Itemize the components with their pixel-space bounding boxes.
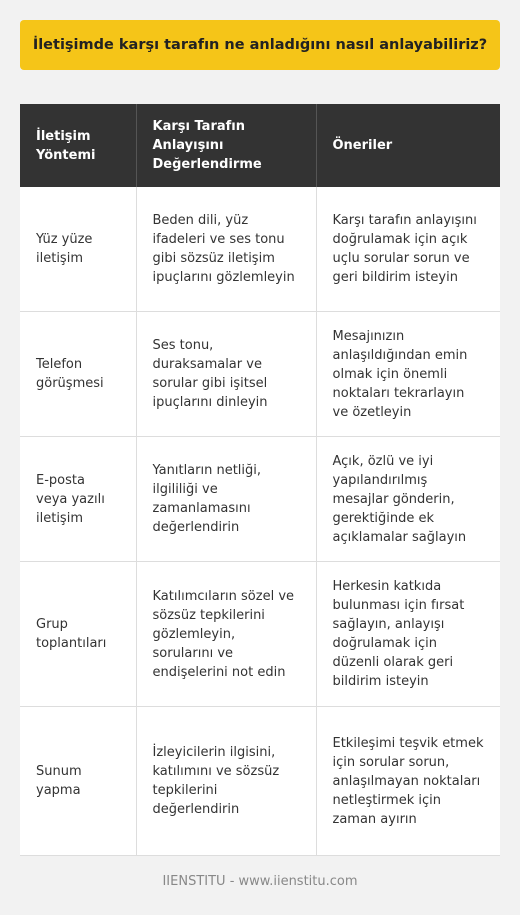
cell-method: E-posta veya yazılı iletişim [20, 437, 136, 562]
table-row [20, 707, 500, 856]
cell-assessment: Yanıtların netliği, ilgililiği ve zamanlamasını değerlendirin [136, 437, 316, 562]
table-header-row [20, 104, 500, 187]
table-row [20, 312, 500, 437]
cell-assessment: Ses tonu, duraksamalar ve sorular gibi işitsel ipuçlarını dinleyin [136, 312, 316, 437]
cell-assessment: İzleyicilerin ilgisini, katılımını ve sözsüz tepkilerini değerlendirin [136, 707, 316, 856]
cell-suggestion: Açık, özlü ve iyi yapılandırılmış mesajlar gönderin, gerektiğinde ek açıklamalar sağlayın [316, 437, 500, 562]
cell-suggestion: Etkileşimi teşvik etmek için sorular sorun, anlaşılmayan noktaları netleştirmek için zaman ayırın [316, 707, 500, 856]
table-row [20, 437, 500, 562]
cell-method: Telefon görüşmesi [20, 312, 136, 437]
table-row [20, 562, 500, 707]
header-method: İletişim Yöntemi [20, 104, 136, 187]
footer-credit: IIENSTITU - www.iienstitu.com [162, 874, 358, 889]
header-assessment: Karşı Tarafın Anlayışını Değerlendirme [136, 104, 316, 187]
cell-suggestion: Mesajınızın anlaşıldığından emin olmak için önemli noktaları tekrarlayın ve özetleyin [316, 312, 500, 437]
page-title: İletişimde karşı tarafın ne anladığını nasıl anlayabiliriz? [20, 20, 500, 70]
cell-suggestion: Karşı tarafın anlayışını doğrulamak için açık uçlu sorular sorun ve geri bildirim isteyin [316, 187, 500, 312]
cell-assessment: Beden dili, yüz ifadeleri ve ses tonu gibi sözsüz iletişim ipuçlarını gözlemleyin [136, 187, 316, 312]
cell-assessment: Katılımcıların sözel ve sözsüz tepkilerini gözlemleyin, sorularını ve endişelerini not edin [136, 562, 316, 707]
cell-method: Grup toplantıları [20, 562, 136, 707]
communication-table [20, 104, 500, 856]
cell-method: Sunum yapma [20, 707, 136, 856]
table-row [20, 187, 500, 312]
header-suggestions: Öneriler [316, 104, 500, 187]
cell-suggestion: Herkesin katkıda bulunması için fırsat sağlayın, anlayışı doğrulamak için düzenli olarak geri bildirim isteyin [316, 562, 500, 707]
cell-method: Yüz yüze iletişim [20, 187, 136, 312]
